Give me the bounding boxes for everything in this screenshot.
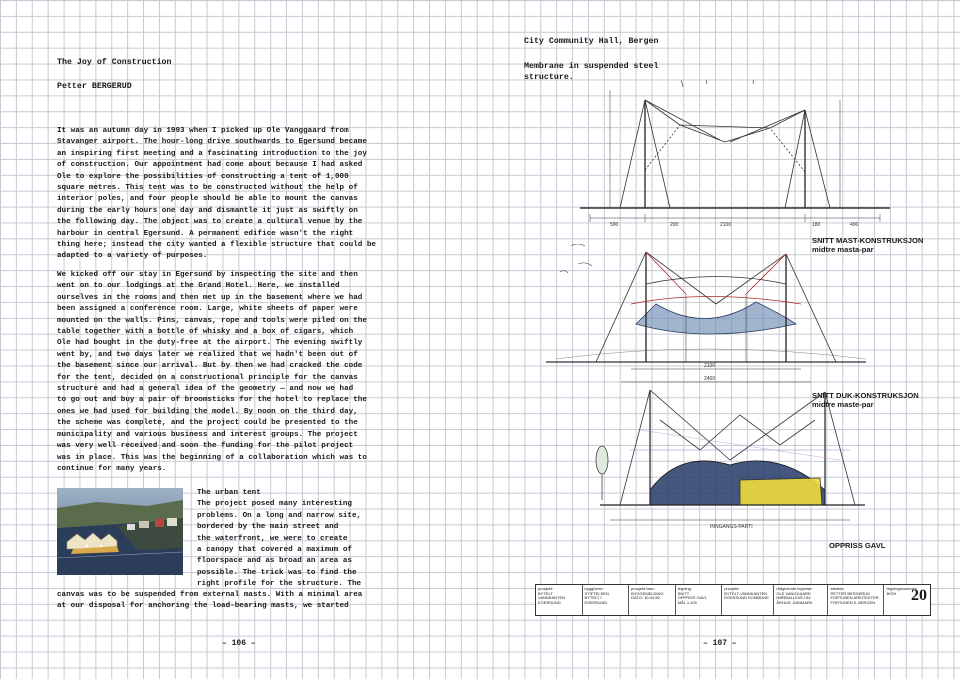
title-cell xyxy=(828,585,884,615)
gable-elevation-drawing xyxy=(590,390,880,540)
paragraph-2 xyxy=(57,270,387,475)
text-line: harbour in central Egersund. A permanent edifice wasn't the right xyxy=(57,229,354,238)
subtitle-line: Membrane in suspended steel xyxy=(524,62,659,71)
text-line: structure and had a general idea of the geometry — and now we had xyxy=(57,385,354,394)
subheading: The urban tent xyxy=(197,489,261,497)
cell-line: OPPRISS GAVL xyxy=(677,595,707,601)
text-line: mounted on the walls. Pins, canvas, rope and tools were piled on the xyxy=(57,316,367,325)
text-line: Ole to explore the possibilities of constructing a tent of 1,000 xyxy=(57,172,349,181)
title-cell xyxy=(774,585,828,615)
text-line: during the early hours one day and dismantle it just as swiftly on xyxy=(57,206,358,215)
text-line: was in place. This was the beginning of a collaboration which was to xyxy=(57,453,367,462)
cell-line: VANNKANTEN xyxy=(538,595,566,601)
cell-line: BYGGEMELDING xyxy=(631,590,664,596)
text-line: interior poles, and four people should be able to mount the canvas xyxy=(57,195,358,204)
label-line: midtre maste-par xyxy=(812,400,874,409)
text-line: possible. The trick was to find the xyxy=(197,568,357,577)
label-line: SNITT DUK-KONSTRUKSJON xyxy=(812,391,919,400)
dim-label: 2400 xyxy=(704,376,716,382)
cell-line: PETTER BERGERUD xyxy=(830,590,871,596)
dim-label: 180 xyxy=(812,222,821,228)
membrane-section-drawing xyxy=(536,244,876,389)
cell-line: prosjekt fase: xyxy=(631,586,655,591)
text-line: an inspiring first meeting and a fascinating introduction to the joy xyxy=(57,149,367,158)
text-line: right profile for the structure. The xyxy=(197,580,362,589)
text-line: We kicked off our stay in Egersund by inspecting the site and then xyxy=(57,271,358,279)
text-line: went on to our lodgings at the Grand Hotel. Here, we installed xyxy=(57,282,340,291)
text-line: floorspace and as broad an area as xyxy=(197,557,352,566)
text-line: was very well received and soon the funding for the pilot project xyxy=(57,442,354,451)
dim-label: 590 xyxy=(610,222,619,228)
title-cell xyxy=(536,585,583,615)
text-line: thing here; instead the city wanted a flexible structure that could be xyxy=(57,241,376,250)
cell-line: STIFTELSEN xyxy=(584,590,609,596)
page-number-right: – 107 – xyxy=(703,639,737,648)
drawing-number: 20 xyxy=(911,587,928,604)
text-line: ourselves in the rooms and then met up in the basement where we had xyxy=(57,293,363,302)
text-line: a canopy that covered a maximum of xyxy=(197,546,352,555)
cell-line: FORTUNEN ARKITEKTER xyxy=(830,595,879,601)
page-number-left: – 106 – xyxy=(222,639,256,648)
cell-line: EGERSUND KOMMUNE xyxy=(724,595,769,601)
text-line: for the tent, decided on a constructional principle for the canvas xyxy=(57,373,358,382)
cell-line: FORTUNEN 5, BERGEN xyxy=(830,599,876,605)
cell-line: EGERSUND xyxy=(584,599,608,605)
entrance-label: INNGANGS-PARTI xyxy=(710,524,753,530)
text-line: Stavanger airport. The hour-long drive southwards to Egersund became xyxy=(57,138,367,147)
text-line: square metres. This tent was to be constructed without the help of xyxy=(57,184,358,193)
cell-line: rådgivende ingeniør: xyxy=(776,586,813,591)
dim-label: 2100 xyxy=(704,363,716,369)
text-line: the basement since our arrival. But by then we had cracked the code xyxy=(57,362,363,371)
text-line: bordered by the main street and xyxy=(197,523,339,532)
article-title: The Joy of Construction xyxy=(57,58,172,67)
cell-line: MÅL 1:100 xyxy=(677,599,697,605)
text-line: the scheme was complete, and the project could be presented to the xyxy=(57,419,358,428)
dim-label: 2100 xyxy=(720,222,732,228)
title-cell xyxy=(583,585,630,615)
title-cell xyxy=(629,585,676,615)
cell-line: DATO: 10.04.96 xyxy=(631,595,660,601)
text-line: the following day. The object was to create a cultural venue by the xyxy=(57,218,363,227)
dim-label: 400 xyxy=(850,222,859,228)
bottom-text xyxy=(57,590,387,613)
cell-line: BYTELT I xyxy=(584,595,602,601)
author-name: Petter BERGERUD xyxy=(57,82,132,91)
cell-line: OLE VANGGAARD xyxy=(776,590,811,596)
subtitle-line: structure. xyxy=(524,73,574,82)
cell-line: ÅRHUS, DANMARK xyxy=(776,599,813,605)
text-line: Ole had bought in the duty-free at the airport. The evening swiftly xyxy=(57,339,363,348)
label-line: SNITT MAST-KONSTRUKSJON xyxy=(812,236,924,245)
title-cell xyxy=(884,585,930,615)
cell-line: BYTELT xyxy=(538,590,553,596)
cell-line: B/GH. xyxy=(886,590,898,596)
text-line: went by, and two days later we realized that we hadn't been out of xyxy=(57,350,358,359)
label-line: midtre masta-par xyxy=(812,245,874,254)
section-label-3: OPPRISS GAVL xyxy=(829,541,886,550)
title-cell xyxy=(722,585,774,615)
dim-label: 200 xyxy=(670,222,679,228)
text-line: ones we had used for building the model. By noon on the third day, xyxy=(57,407,358,416)
text-line: the waterfront, we were to create xyxy=(197,534,348,543)
cell-line: prosjekt: xyxy=(724,586,740,591)
cell-line: HØRBALLEVEJ 84 xyxy=(776,595,811,601)
text-line: continue for many years. xyxy=(57,464,167,473)
text-line: at our disposal for anchoring the load-bearing masts, we started xyxy=(57,602,349,611)
title-cell xyxy=(676,585,723,615)
cell-line: tegning: xyxy=(677,586,692,591)
project-title: City Community Hall, Bergen xyxy=(524,37,659,46)
cell-line: byggherre: xyxy=(584,586,604,591)
text-line: It was an autumn day in 1993 when I picked up Ole Vanggaard from xyxy=(57,127,349,135)
text-line: been assigned a conference room. Large, white sheets of paper were xyxy=(57,305,358,314)
side-text xyxy=(197,488,361,591)
harbour-photo xyxy=(57,488,183,575)
cell-line: tegningsnummer: xyxy=(886,586,918,591)
cell-line: arkitekt: xyxy=(830,586,845,591)
text-line: adapted to a variety of purposes. xyxy=(57,252,208,261)
paragraph-1 xyxy=(57,126,387,263)
drawing-title-block xyxy=(535,584,931,616)
text-line: of construction. Our appointment had come about because I had asked xyxy=(57,161,363,170)
text-line: canvas was to be suspended from external masts. With a minimal area xyxy=(57,591,363,599)
cell-line: prosjekt: xyxy=(538,586,554,591)
cell-line: SNITT xyxy=(677,590,690,596)
text-line: municipality and various business and interest groups. The project xyxy=(57,430,358,439)
text-line: problems. On a long and narrow site, xyxy=(197,511,362,520)
text-line: table together with a bottle of whisky and a box of cigars, which xyxy=(57,328,354,337)
text-line: The project posed many interesting xyxy=(197,500,352,509)
mast-section-drawing xyxy=(560,80,910,230)
cell-line: EGERSUND xyxy=(538,599,561,605)
cell-line: BYTELT-VANNKANTEN xyxy=(724,590,768,596)
text-line: to go out and buy a pair of broomsticks for the hotel to replace the xyxy=(57,396,367,405)
